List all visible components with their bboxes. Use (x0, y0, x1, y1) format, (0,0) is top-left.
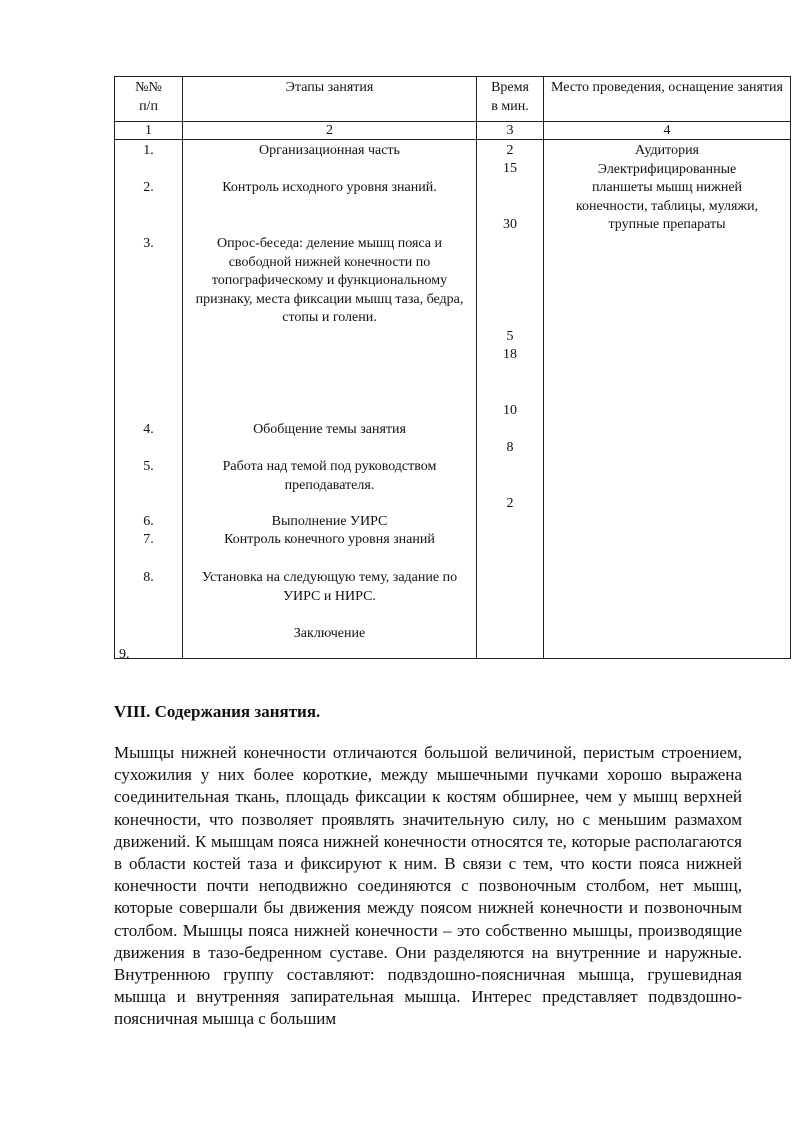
column-number-3: 3 (477, 122, 544, 140)
column-number-4: 4 (544, 122, 791, 140)
stage-item: Выполнение УИРС (271, 514, 388, 529)
row-number: 8. (143, 570, 154, 585)
row-number: 5. (143, 459, 154, 474)
time-value: 10 (503, 403, 517, 418)
column-number-1: 1 (115, 122, 183, 140)
row-number: 1. (143, 143, 154, 158)
stage-item: Контроль конечного уровня знаний (224, 532, 435, 547)
numbers-cell (115, 140, 183, 662)
row-number: 2. (143, 180, 154, 195)
row-number: 9. (119, 647, 130, 662)
section-heading: VIII. Содержания занятия. (114, 702, 321, 721)
column-number-row (115, 122, 791, 140)
header-number: №№ п/п (115, 77, 183, 122)
time-value: 18 (503, 347, 517, 362)
row-number: 7. (143, 532, 154, 547)
stage-item: Установка на следующую тему, задание по УИРС и НИРС. (201, 570, 458, 604)
times-cell (477, 140, 544, 659)
time-value: 2 (506, 496, 514, 511)
time-value: 8 (506, 440, 514, 455)
stage-item: Организационная часть (259, 143, 400, 158)
time-value: 15 (503, 161, 517, 176)
stage-item: Обобщение темы занятия (253, 422, 406, 437)
lesson-plan-table (114, 76, 791, 662)
stage-item: Опрос-беседа: деление мышц пояса и свободной нижней конечности по топографическому и функциональному признаку, места фиксации мышц таза, бедра, стопы и голени. (195, 236, 464, 325)
time-value: 5 (506, 329, 514, 344)
place-text: Аудитория Электрифицированные планшеты мышц нижней конечности, таблицы, муляжи, трупные препараты (575, 143, 759, 232)
header-time: Время в мин. (477, 77, 544, 122)
table-body-row (115, 140, 791, 659)
stages-cell (183, 140, 477, 659)
table-header-row (115, 77, 791, 122)
time-value: 30 (503, 217, 517, 232)
stage-item: Работа над темой под руководством преподавателя. (222, 459, 437, 493)
row-number: 6. (143, 514, 154, 529)
column-number-2: 2 (183, 122, 477, 140)
stage-item: Контроль исходного уровня знаний. (222, 180, 437, 195)
header-stages: Этапы занятия (183, 77, 477, 122)
time-value: 2 (506, 143, 514, 158)
stage-item: Заключение (293, 626, 366, 641)
row-number: 3. (143, 236, 154, 251)
place-cell (544, 140, 791, 659)
row-number: 4. (143, 422, 154, 437)
body-paragraph: Мышцы нижней конечности отличаются большой величиной, перистым строением, сухожилия у них более короткие, между мышечными пучками хорошо выражена соединительная ткань, площадь фиксации к костям обширнее, чем у мышц верхней конечности, что позволяет проявлять значительную силу, но с меньшим размахом движений. К мышцам пояса нижней конечности относятся те, которые располагаются в области костей таза и фиксируют к ним. В связи с тем, что кости пояса нижней конечности почти неподвижно соединяются с позвоночным столбом, нет мышц, которые совершали бы движения между поясом нижней конечности и позвоночным столбом. Мышцы пояса нижней конечности – это собственно мышцы, производящие движения в тазо-бедренном суставе. Они разделяются на внутренние и наружные. Внутреннюю группу составляют: подвздошно-поясничная мышца, грушевидная мышца и внутренняя запирательная мышца. Интерес представляет подвздошно-поясничная мышца с большим (114, 743, 742, 1029)
header-place: Место проведения, оснащение занятия (544, 77, 791, 122)
